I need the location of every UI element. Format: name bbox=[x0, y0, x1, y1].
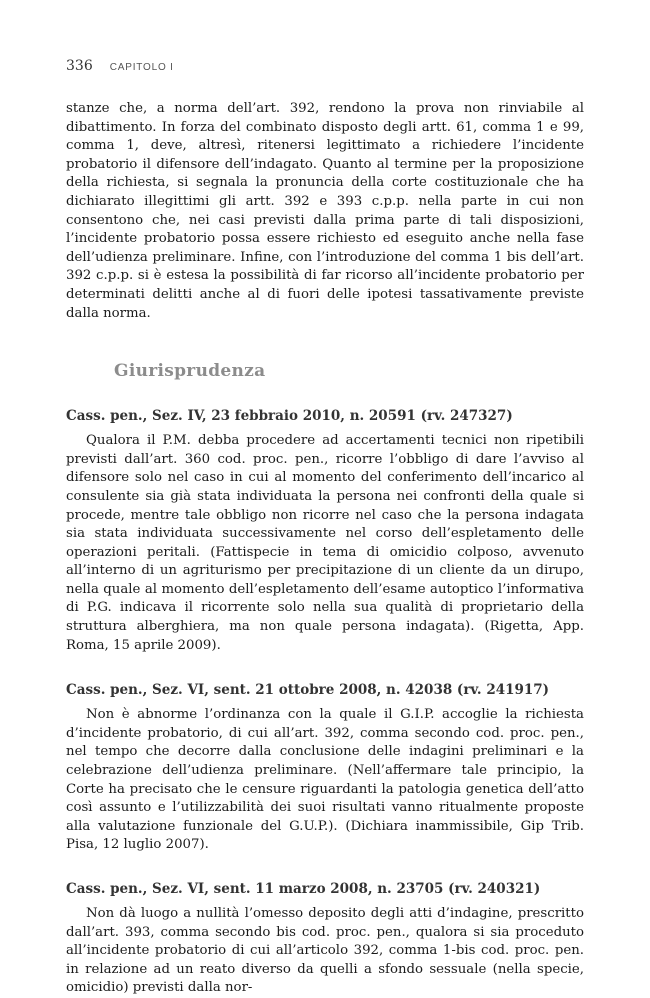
case-heading: Cass. pen., Sez. VI, sent. 21 ottobre 2008, n. 42038 (rv. 241917) bbox=[66, 682, 550, 699]
intro-section bbox=[66, 100, 584, 323]
case-entry bbox=[66, 880, 584, 998]
chapter-title: CAPITOLO I bbox=[109, 62, 174, 73]
case-text: Qualora il P.M. debba procedere ad accertamenti tecnici non ripetibili previsti dall’art. 360 cod. proc. pen., ricorre l’obbligo di dare l’avviso al difensore solo nel caso in cui al momento del conferimento dell’incarico al consulente sia già stata individuata la persona nei confronti della quale si procede, mentre tale obbligo non ricorre nel caso che la persona indagata sia stata individuata successivamente nel corso dell’espletamento delle operazioni peritali. (Fattispecie in tema di omicidio colposo, avvenuto all’interno di un agriturismo per precipitazione di un cliente da un dirupo, nella quale al momento dell’espletamento dell’esame autoptico l’informativa di P.G. indicava il ricorrente solo nella sua qualità di proprietario della struttura alberghiera, ma non quale persona indagata). (Rigetta, App. Roma, 15 aprile 2009). bbox=[66, 433, 584, 653]
case-heading: Cass. pen., Sez. VI, sent. 11 marzo 2008, n. 23705 (rv. 240321) bbox=[66, 881, 541, 897]
page-number: 336 bbox=[66, 58, 93, 74]
intro-paragraph: stanze che, a norma dell’art. 392, rendono la prova non rinviabile al dibattimento. In forza del combinato disposto degli artt. 61, comma 1 e 99, comma 1, deve, altresì, ritenersi legittimato a richiedere l’incidente probatorio il difensore dell’indagato. Quanto al termine per la proposizione della richiesta, si segnala la pronuncia della corte costituzionale che ha dichiarato illegittimi gli artt. 392 e 393 c.p.p. nella parte in cui non consentono che, nei casi previsti dalla prima parte di tali disposizioni, l’incidente probatorio possa essere richiesto ed eseguito anche nella fase dell’udienza preliminare. Infine, con l’introduzione del comma 1 bis dell’art. 392 c.p.p. si è estesa la possibilità di far ricorso all’incidente probatorio per determinati delitti anche al di fuori delle ipotesi tassativamente previste dalla norma. bbox=[66, 101, 584, 321]
running-head bbox=[66, 58, 584, 78]
case-text: Non è abnorme l’ordinanza con la quale il G.I.P. accoglie la richiesta d’incidente probatorio, di cui all’art. 392, comma secondo cod. proc. pen., nel tempo che decorre dalla conclusione delle indagini preliminari e la celebrazione dell’udienza preliminare. (Nell’affermare tale principio, la Corte ha precisato che le censure riguardanti la patologia genetica dell’atto così assunto e l’utilizzabilità dei suoi risultati vanno ritualmente proposte alla valutazione funzionale del G.U.P.). (Dichiara inammissibile, Gip Trib. Pisa, 12 luglio 2007). bbox=[66, 707, 584, 853]
case-text: Non dà luogo a nullità l’omesso deposito degli atti d’indagine, prescritto dall’art. 393, comma secondo bis cod. proc. pen., qualora si sia proceduto all’incidente probatorio di cui all’articolo 392, comma 1-bis cod. proc. pen. in relazione ad un reato diverso da quelli a sfondo sessuale (nella specie, omicidio) previsti dalla nor- bbox=[66, 906, 584, 996]
case-heading: Cass. pen., Sez. IV, 23 febbraio 2010, n. 20591 (rv. 247327) bbox=[66, 408, 513, 425]
book-page bbox=[66, 58, 584, 998]
case-entry bbox=[66, 681, 584, 855]
case-entry bbox=[66, 407, 584, 655]
section-title: Giurisprudenza bbox=[114, 361, 266, 382]
